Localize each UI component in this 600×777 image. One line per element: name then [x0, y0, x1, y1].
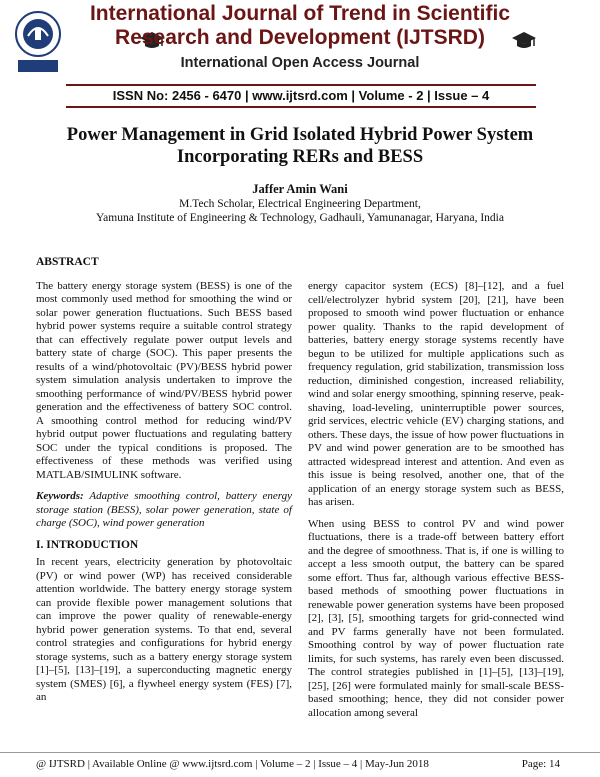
keywords-text: Adaptive smoothing control, battery energy storage station (BESS), solar power generation, state of charge (SOC), wind power generation: [36, 490, 292, 529]
journal-subtitle: International Open Access Journal: [180, 55, 420, 71]
page-number: Page: 14: [521, 758, 560, 770]
abstract-heading: ABSTRACT: [36, 256, 99, 268]
keywords: [36, 490, 292, 531]
author-institution: Yamuna Institute of Engineering & Technology, Gadhauli, Yamunanagar, Haryana, India: [96, 212, 504, 224]
journal-title: International Journal of Trend in Scientific Research and Development (IJTSRD): [89, 2, 511, 49]
graduation-cap-icon: [512, 30, 536, 52]
right-paragraph-1: energy capacitor system (ECS) [8]–[12], and a fuel cell/electrolyzer hybrid system [20], [21], have been proposed to smooth wind power fluctuation or enhance power quality. Thanks to the rapid development of batteries, battery energy storage systems recently have begun to be utilized for multiple applications such as frequency regulation, grid stabilization, transmission loss reduction, diminished congestion, increased reliability, wind and solar energy smoothing, spinning reserve, peak-shaving, load-leveling, uninterruptible power sources, grid services, electric vehicle (EV) charging stations, and others. These days, the issue of how power fluctuations in PV and wind power generation are to be smoothed has attracted widespread interest and attention. And even as this issue is being resolved, another one, that of the application of an energy storage system such as BESS, has arisen.: [308, 280, 564, 508]
abstract-text: The battery energy storage system (BESS) is one of the most commonly used method for smoothing the wind or solar power generation fluctuations. Such BESS based hybrid power systems require a suitable control strategy that can effectively regulate power output levels and battery state of charge (SOC). This paper presents the results of a wind/photovoltaic (PV)/BESS hybrid power system simulation analysis undertaken to improve the smoothing performance of wind/PV/BESS hybrid power generation and the effectiveness of battery SOC control. A smoothing control method for reducing wind/PV hybrid output power fluctuations and regulating battery SOC under the typical conditions is proposed. The effectiveness of these methods was verified using MATLAB/SIMULINK software.: [36, 279, 292, 481]
right-column: [308, 280, 564, 728]
issn-line: ISSN No: 2456 - 6470 | www.ijtsrd.com | Volume - 2 | Issue – 4: [66, 84, 536, 108]
introduction-text: In recent years, electricity generation by photovoltaic (PV) or wind power (WP) has received considerable attention worldwide. The battery energy storage system can provide flexible power management solutions that can improve the power quality of renewable-energy hybrid power generation systems. To that end, several control strategies and configurations for hybrid energy storage systems, such as a battery energy storage system [1]–[5], [13]–[19], a superconducting magnetic energy system (SMES) [6], a flywheel energy system (FES) [7], an: [36, 556, 292, 703]
paper-title: Power Management in Grid Isolated Hybrid Power System Incorporating RERs and BESS: [66, 125, 534, 167]
introduction-heading: I. INTRODUCTION: [36, 538, 139, 551]
right-paragraph-2: When using BESS to control PV and wind power fluctuations, there is a trade-off between battery effort and the degree of smoothness. That is, if one is willing to accept a less smooth output, the battery can be spared some effort. Thus far, although various effective BESS-based methods of smoothing power fluctuations in renewable power generation systems have been proposed [2], [3], [5], smoothing targets for grid-connected wind and PV farms generally have not been formulated. Smoothing control by way of power fluctuation rate limits, for such systems, has rarely even been discussed. The control strategies published in [1]–[5], [13]–[19], [25], [26] were formulated mainly for small-scale BESS-based smoothing; hence, they did not consider power allocation among several: [308, 517, 564, 719]
left-column: [36, 256, 292, 713]
journal-banner: [0, 0, 600, 108]
author-name: Jaffer Amin Wani: [252, 182, 348, 196]
ijtsrd-logo-icon: [14, 6, 62, 76]
page-footer: [0, 752, 600, 777]
keywords-label: Keywords:: [36, 490, 84, 502]
footer-info: @ IJTSRD | Available Online @ www.ijtsrd.com | Volume – 2 | Issue – 4 | May-Jun 2018: [36, 758, 429, 770]
author-affiliation: M.Tech Scholar, Electrical Engineering Department,: [179, 198, 421, 210]
